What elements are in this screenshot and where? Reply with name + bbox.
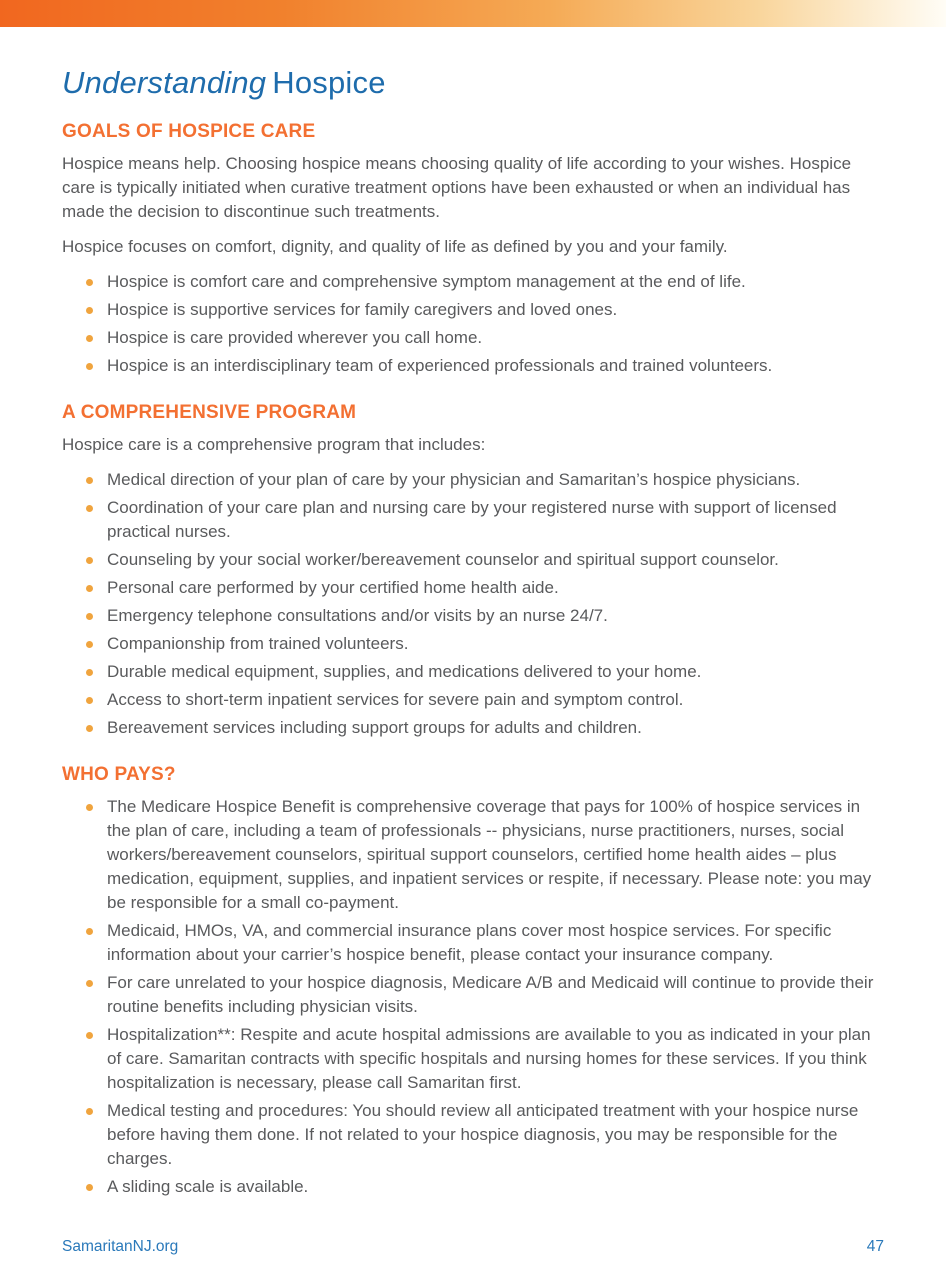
- bullet-icon: [86, 725, 93, 732]
- bullet-item: [86, 1175, 886, 1199]
- footer-page-number: 47: [866, 1238, 884, 1255]
- bullet-item: [86, 688, 886, 712]
- bullet-text: For care unrelated to your hospice diagnosis, Medicare A/B and Medicaid will continue to provide their routine benefits including physician visits.: [107, 973, 874, 1016]
- bullet-text: Hospitalization**: Respite and acute hospital admissions are available to you as indicated in your plan of care. Samaritan contracts with specific hospitals and nursing homes for these services. If you think hospitalization is necessary, please call Samaritan first.: [107, 1025, 871, 1092]
- bullet-icon: [86, 804, 93, 811]
- bullet-item: [86, 632, 886, 656]
- bullet-text: Bereavement services including support groups for adults and children.: [107, 718, 642, 737]
- bullet-text: Emergency telephone consultations and/or visits by an nurse 24/7.: [107, 606, 608, 625]
- bullet-icon: [86, 585, 93, 592]
- bullet-icon: [86, 980, 93, 987]
- bullet-icon: [86, 505, 93, 512]
- bullet-icon: [86, 335, 93, 342]
- bullet-text: The Medicare Hospice Benefit is comprehensive coverage that pays for 100% of hospice services in the plan of care, including a team of professionals -- physicians, nurse practitioners, nurses, social workers/bereavement counselors, spiritual support counselors, certified home health aides – plus medication, equipment, supplies, and inpatient services or respite, if necessary. Please note: you may be responsible for a small co-payment.: [107, 797, 872, 912]
- bullet-item: [86, 298, 886, 322]
- bullet-text: Coordination of your care plan and nursing care by your registered nurse with support of licensed practical nurses.: [107, 498, 837, 541]
- top-gradient-bar: [0, 0, 946, 27]
- bullet-icon: [86, 557, 93, 564]
- bullet-icon: [86, 1032, 93, 1039]
- bullet-icon: [86, 697, 93, 704]
- paragraph: Hospice focuses on comfort, dignity, and quality of life as defined by you and your family.: [62, 237, 728, 256]
- bullet-text: A sliding scale is available.: [107, 1177, 309, 1196]
- bullet-item: [86, 919, 886, 967]
- bullet-icon: [86, 1184, 93, 1191]
- bullet-icon: [86, 613, 93, 620]
- bullet-item: [86, 1099, 886, 1171]
- section-who-pays: [62, 764, 886, 1199]
- bullet-item: [86, 576, 886, 600]
- bullet-text: Medicaid, HMOs, VA, and commercial insurance plans cover most hospice services. For specific information about your carrier’s hospice benefit, please contact your insurance company.: [107, 921, 832, 964]
- bullet-text: Companionship from trained volunteers.: [107, 634, 409, 653]
- bullet-item: [86, 716, 886, 740]
- bullet-list: [62, 270, 886, 378]
- bullet-item: [86, 795, 886, 915]
- bullet-icon: [86, 307, 93, 314]
- bullet-text: Durable medical equipment, supplies, and medications delivered to your home.: [107, 662, 702, 681]
- bullet-icon: [86, 928, 93, 935]
- bullet-item: [86, 326, 886, 350]
- bullet-item: [86, 660, 886, 684]
- bullet-text: Personal care performed by your certified home health aide.: [107, 578, 559, 597]
- bullet-item: [86, 1023, 886, 1095]
- bullet-text: Medical testing and procedures: You should review all anticipated treatment with your hospice nurse before having them done. If not related to your hospice diagnosis, you may be responsible for the charges.: [107, 1101, 859, 1168]
- footer-website: SamaritanNJ.org: [62, 1238, 179, 1255]
- paragraph: Hospice means help. Choosing hospice means choosing quality of life according to your wishes. Hospice care is typically initiated when curative treatment options have been exhausted or when an individual has made the decision to discontinue such treatments.: [62, 154, 852, 221]
- bullet-text: Medical direction of your plan of care by your physician and Samaritan’s hospice physicians.: [107, 470, 801, 489]
- page-title-italic: Understanding: [62, 65, 267, 100]
- sections-container: [0, 121, 946, 1199]
- bullet-icon: [86, 641, 93, 648]
- bullet-icon: [86, 363, 93, 370]
- bullet-icon: [86, 477, 93, 484]
- bullet-icon: [86, 279, 93, 286]
- bullet-icon: [86, 1108, 93, 1115]
- section-heading-goals-of-hospice-care: GOALS OF HOSPICE CARE: [62, 121, 316, 142]
- bullet-item: [86, 354, 886, 378]
- bullet-item: [86, 548, 886, 572]
- page-title-regular: Hospice: [272, 65, 386, 100]
- bullet-item: [86, 971, 886, 1019]
- bullet-item: [86, 604, 886, 628]
- bullet-text: Hospice is supportive services for family caregivers and loved ones.: [107, 300, 618, 319]
- section-goals-of-hospice-care: [62, 121, 886, 378]
- bullet-item: [86, 270, 886, 294]
- bullet-text: Access to short-term inpatient services for severe pain and symptom control.: [107, 690, 684, 709]
- section-heading-a-comprehensive-program: A COMPREHENSIVE PROGRAM: [62, 402, 357, 423]
- bullet-list: [62, 468, 886, 740]
- page-footer: [62, 1238, 884, 1256]
- page-title: [62, 65, 884, 101]
- bullet-text: Hospice is an interdisciplinary team of experienced professionals and trained volunteers.: [107, 356, 773, 375]
- bullet-item: [86, 496, 886, 544]
- bullet-text: Hospice is comfort care and comprehensive symptom management at the end of life.: [107, 272, 746, 291]
- section-heading-who-pays: WHO PAYS?: [62, 764, 176, 785]
- bullet-text: Hospice is care provided wherever you call home.: [107, 328, 483, 347]
- bullet-list: [62, 795, 886, 1199]
- bullet-text: Counseling by your social worker/bereavement counselor and spiritual support counselor.: [107, 550, 779, 569]
- bullet-icon: [86, 669, 93, 676]
- paragraph: Hospice care is a comprehensive program that includes:: [62, 435, 486, 454]
- section-a-comprehensive-program: [62, 402, 886, 740]
- bullet-item: [86, 468, 886, 492]
